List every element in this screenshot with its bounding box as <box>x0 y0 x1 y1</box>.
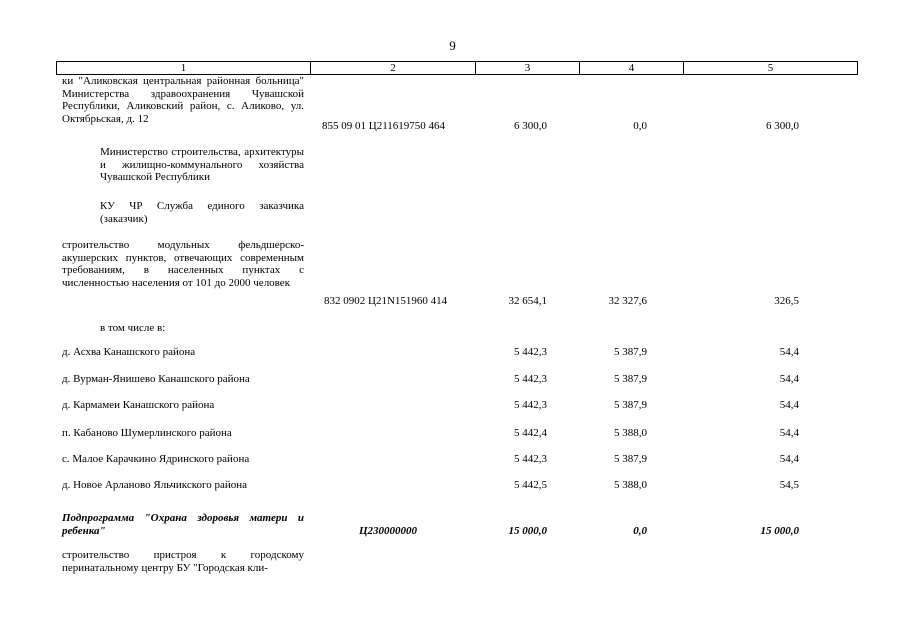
row-value-col4: 0,0 <box>633 120 647 132</box>
row-code: 855 09 01 Ц211619750 464 <box>322 120 446 132</box>
row-value-col5: 54,5 <box>779 479 799 491</box>
row-text: строительство модульных фельдшерско-акушерских пунктов, отвечающих современным требованиям, в населенных пунктах с численностью населения от 101 до 2000 человек <box>62 239 304 289</box>
row-value-col4: 5 388,0 <box>614 427 647 439</box>
row-value-col5: 54,4 <box>779 427 799 439</box>
row-value-col5: 326,5 <box>774 295 799 307</box>
column-header-2: 2 <box>311 62 476 75</box>
row-text: в том числе в: <box>100 322 166 334</box>
column-header-3: 3 <box>476 62 580 75</box>
row-value-col4: 5 387,9 <box>614 453 647 465</box>
row-text: ки "Аликовская центральная районная больница" Министерства здравоохранения Чувашской Республики, Аликовский район, с. Аликово, ул. Октябрьская, д. 12 <box>62 75 304 125</box>
row-value-col3: 5 442,3 <box>514 399 547 411</box>
column-header-4: 4 <box>580 62 684 75</box>
row-text: строительство пристроя к городскому перинатальному центру БУ "Городская кли- <box>62 549 304 574</box>
row-text: д. Асхва Канашского района <box>62 346 196 358</box>
row-code: 832 0902 Ц21N151960 414 <box>324 295 448 307</box>
row-value-col4: 32 327,6 <box>608 295 647 307</box>
row-value-col5: 54,4 <box>779 346 799 358</box>
row-value-col5: 54,4 <box>779 453 799 465</box>
row-value-col5: 6 300,0 <box>766 120 799 132</box>
row-text: д. Кармамеи Канашского района <box>62 399 215 411</box>
row-text: д. Новое Арланово Яльчикского района <box>62 479 248 491</box>
column-header-row <box>56 61 858 75</box>
subprogram-code: Ц230000000 <box>359 525 418 537</box>
row-text: с. Малое Карачкино Ядринского района <box>62 453 250 465</box>
subprogram-title: Подпрограмма "Охрана здоровья матери и ребенка" <box>62 512 304 537</box>
row-value-col3: 5 442,3 <box>514 453 547 465</box>
row-value-col3: 5 442,5 <box>514 479 547 491</box>
row-value-col4: 5 388,0 <box>614 479 647 491</box>
row-text: Министерство строительства, архитектуры и жилищно-коммунального хозяйства Чувашской Республики <box>100 146 304 183</box>
row-value-col3: 5 442,3 <box>514 373 547 385</box>
row-value-col3: 32 654,1 <box>508 295 547 307</box>
row-value-col3: 5 442,3 <box>514 346 547 358</box>
subprogram-value-col4: 0,0 <box>633 525 647 537</box>
row-value-col3: 6 300,0 <box>514 120 547 132</box>
page-number: 9 <box>449 38 456 53</box>
row-text: п. Кабаново Шумерлинского района <box>62 427 232 439</box>
row-text: д. Вурман-Янишево Канашского района <box>62 373 250 385</box>
row-value-col5: 54,4 <box>779 399 799 411</box>
row-value-col4: 5 387,9 <box>614 399 647 411</box>
row-value-col3: 5 442,4 <box>514 427 547 439</box>
row-value-col4: 5 387,9 <box>614 373 647 385</box>
row-value-col5: 54,4 <box>779 373 799 385</box>
column-header-5: 5 <box>684 62 858 75</box>
column-header-1: 1 <box>57 62 311 75</box>
subprogram-value-col5: 15 000,0 <box>760 525 799 537</box>
row-value-col4: 5 387,9 <box>614 346 647 358</box>
subprogram-value-col3: 15 000,0 <box>508 525 547 537</box>
row-text: КУ ЧР Служба единого заказчика (заказчик) <box>100 200 304 225</box>
